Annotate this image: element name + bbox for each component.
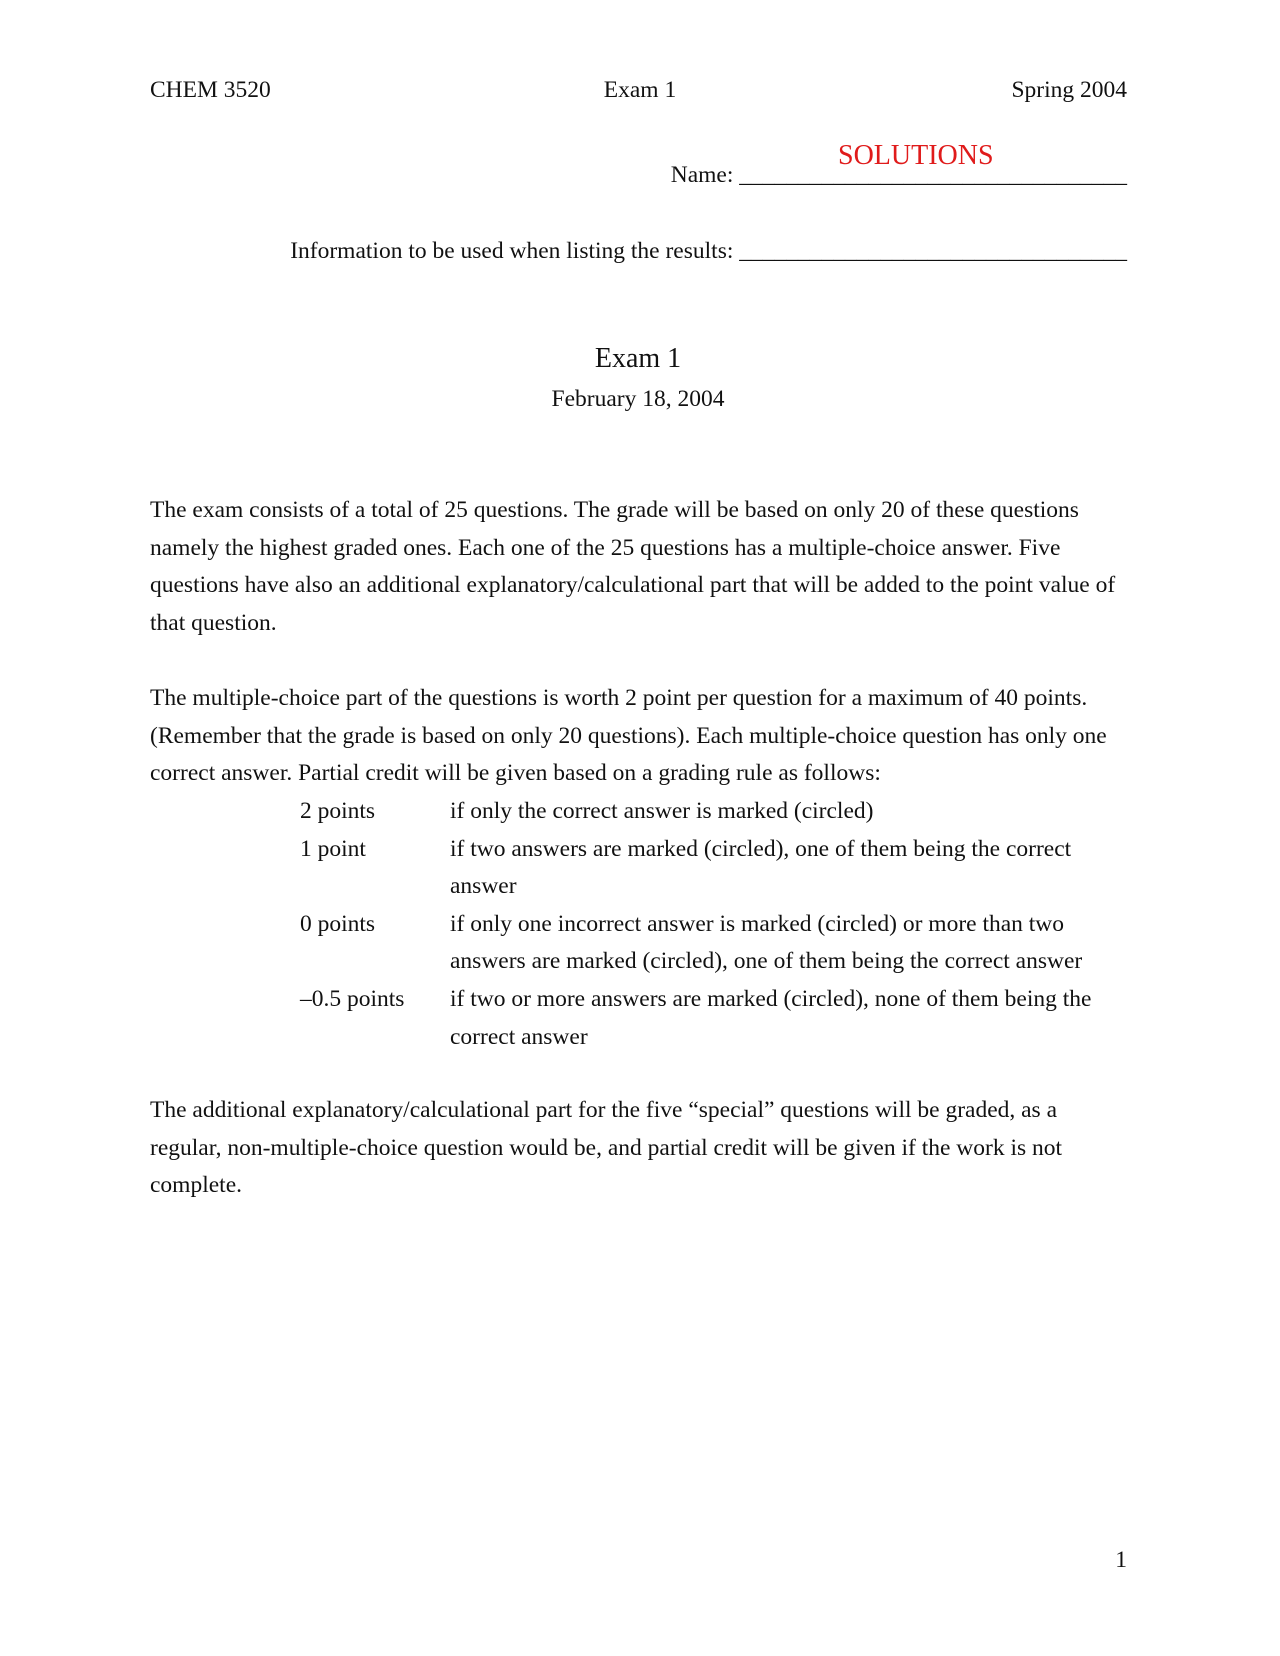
info-label: Information to be used when listing the results: xyxy=(290,238,734,264)
rule-description: if only the correct answer is marked (circled) xyxy=(450,798,874,824)
info-field xyxy=(290,235,1127,267)
rule-points: –0.5 points xyxy=(300,985,405,1012)
grading-rules-list xyxy=(150,793,1130,1056)
term-label: Spring 2004 xyxy=(1011,77,1127,103)
header-exam-label: Exam 1 xyxy=(603,77,677,103)
rule-points: 0 points xyxy=(300,910,376,937)
course-code: CHEM 3520 xyxy=(150,77,271,103)
name-field xyxy=(671,159,1127,191)
name-blank-line: _________________________________ xyxy=(739,162,1127,188)
grading-rule-row xyxy=(150,906,1130,981)
exam-title: Exam 1 xyxy=(594,343,682,374)
rule-description: if two answers are marked (circled), one of them being the correct answer xyxy=(450,835,1072,900)
grading-rule-row xyxy=(150,831,1130,906)
multiple-choice-paragraph: The multiple-choice part of the questions is worth 2 point per question for a maximum of 40 points. (Remember that the grade is based on only 20 questions). Each multiple-choice question has only one correct answer. Partial credit will be given based on a grading rule as follows: xyxy=(150,685,1107,787)
info-blank-line: _________________________________ xyxy=(739,238,1127,264)
grading-rule-row xyxy=(150,793,1130,831)
page-number: 1 xyxy=(1115,1547,1127,1573)
rule-points: 1 point xyxy=(300,835,366,862)
intro-paragraph: The exam consists of a total of 25 questions. The grade will be based on only 20 of these questions namely the highest graded ones. Each one of the 25 questions has a multiple-choice answer. Five questions have also an additional explanatory/calculational part that will be added to the point value of that question. xyxy=(150,497,1116,636)
special-questions-paragraph: The additional explanatory/calculational part for the five “special” questions will be graded, as a regular, non-multiple-choice question would be, and partial credit will be given if the work is not complete. xyxy=(150,1097,1063,1199)
rule-description: if only one incorrect answer is marked (circled) or more than two answers are marked (circled), one of them being the correct answer xyxy=(450,910,1083,975)
rule-description: if two or more answers are marked (circled), none of them being the correct answer xyxy=(450,985,1092,1050)
name-label: Name: xyxy=(670,162,734,188)
rule-points: 2 points xyxy=(300,798,376,824)
name-filled-value: SOLUTIONS xyxy=(838,140,994,171)
exam-date: February 18, 2004 xyxy=(551,386,725,412)
grading-rule-row xyxy=(150,981,1130,1056)
